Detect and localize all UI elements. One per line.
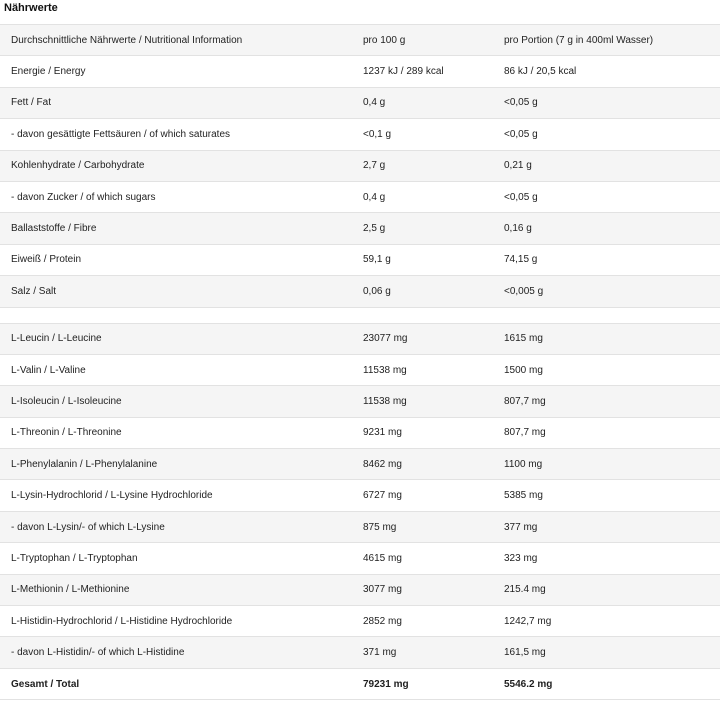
table-row <box>0 182 720 213</box>
value-per-portion: 1500 mg <box>504 364 543 376</box>
value-per-100g: 0,06 g <box>363 285 391 297</box>
nutrient-name: - davon gesättigte Fettsäuren / of which saturates <box>11 128 231 140</box>
header-nutrient: Durchschnittliche Nährwerte / Nutritional Information <box>11 34 243 46</box>
table-row <box>0 245 720 276</box>
value-per-portion: 1615 mg <box>504 333 543 345</box>
value-per-portion: 1100 mg <box>504 458 543 470</box>
value-per-portion: <0,05 g <box>504 191 538 203</box>
value-per-100g: 2,5 g <box>363 223 386 235</box>
table-row <box>0 151 720 182</box>
table-row <box>0 575 720 606</box>
page-title: Nährwerte <box>4 2 58 14</box>
amino-name: L-Isoleucin / L-Isoleucine <box>11 395 122 407</box>
nutrient-name: - davon Zucker / of which sugars <box>11 191 156 203</box>
table-row <box>0 386 720 417</box>
amino-name: L-Methionin / L-Methionine <box>11 584 130 596</box>
amino-name: L-Valin / L-Valine <box>11 364 86 376</box>
total-per-portion: 5546.2 mg <box>504 678 553 690</box>
nutrient-name: Fett / Fat <box>11 97 52 109</box>
value-per-portion: 161,5 mg <box>504 647 546 659</box>
value-per-100g: 9231 mg <box>363 427 402 439</box>
value-per-portion: 74,15 g <box>504 254 538 266</box>
table-row <box>0 637 720 668</box>
value-per-100g: 11538 mg <box>363 364 407 376</box>
table-row <box>0 606 720 637</box>
value-per-100g: 0,4 g <box>363 97 386 109</box>
value-per-100g: 2,7 g <box>363 160 386 172</box>
table-row <box>0 324 720 355</box>
table-row <box>0 119 720 150</box>
value-per-100g: 23077 mg <box>363 333 408 345</box>
value-per-100g: 59,1 g <box>363 254 391 266</box>
value-per-portion: 0,21 g <box>504 160 532 172</box>
value-per-100g: 3077 mg <box>363 584 402 596</box>
value-per-portion: 5385 mg <box>504 490 543 502</box>
table-row <box>0 512 720 543</box>
header-per-100g: pro 100 g <box>363 34 406 46</box>
value-per-100g: 2852 mg <box>363 615 402 627</box>
value-per-portion: <0,05 g <box>504 97 538 109</box>
value-per-100g: 6727 mg <box>363 490 402 502</box>
value-per-portion: 0,16 g <box>504 223 532 235</box>
amino-name: L-Histidin-Hydrochlorid / L-Histidine Hydrochloride <box>11 615 233 627</box>
value-per-portion: 807,7 mg <box>504 427 546 439</box>
table-row <box>0 480 720 511</box>
table-row <box>0 355 720 386</box>
table-row <box>0 88 720 119</box>
nutrient-name: Energie / Energy <box>11 66 86 78</box>
value-per-100g: 875 mg <box>363 521 397 533</box>
total-per-100g: 79231 mg <box>363 678 409 690</box>
nutrient-name: Salz / Salt <box>11 285 57 297</box>
value-per-portion: 1242,7 mg <box>504 615 552 627</box>
value-per-portion: 215.4 mg <box>504 584 546 596</box>
table-header-row <box>0 25 720 56</box>
amino-name: L-Phenylalanin / L-Phenylalanine <box>11 458 158 470</box>
total-label: Gesamt / Total <box>11 678 80 690</box>
amino-name: - davon L-Histidin/- of which L-Histidine <box>11 647 185 659</box>
nutrient-name: Ballaststoffe / Fibre <box>11 223 97 235</box>
value-per-100g: 1237 kJ / 289 kcal <box>363 66 444 78</box>
amino-name: L-Lysin-Hydrochlorid / L-Lysine Hydrochloride <box>11 490 213 502</box>
value-per-100g: 8462 mg <box>363 458 402 470</box>
nutrient-name: Eiweiß / Protein <box>11 254 82 266</box>
value-per-100g: <0,1 g <box>363 128 392 140</box>
value-per-portion: 86 kJ / 20,5 kcal <box>504 66 577 78</box>
table-row <box>0 213 720 244</box>
amino-name: L-Threonin / L-Threonine <box>11 427 122 439</box>
table-row <box>0 449 720 480</box>
table-row <box>0 56 720 87</box>
nutrient-name: Kohlenhydrate / Carbohydrate <box>11 160 145 172</box>
value-per-100g: 11538 mg <box>363 395 407 407</box>
amino-name: L-Tryptophan / L-Tryptophan <box>11 552 138 564</box>
header-per-portion: pro Portion (7 g in 400ml Wasser) <box>504 34 654 46</box>
nutrition-table <box>0 24 720 700</box>
amino-name: - davon L-Lysin/- of which L-Lysine <box>11 521 165 533</box>
value-per-portion: <0,05 g <box>504 128 538 140</box>
value-per-portion: <0,005 g <box>504 285 544 297</box>
value-per-100g: 0,4 g <box>363 191 386 203</box>
amino-name: L-Leucin / L-Leucine <box>11 333 102 345</box>
table-row <box>0 543 720 574</box>
table-spacer-row <box>0 308 720 324</box>
value-per-100g: 371 mg <box>363 647 397 659</box>
value-per-portion: 807,7 mg <box>504 395 546 407</box>
table-row <box>0 276 720 307</box>
table-total-row <box>0 669 720 700</box>
value-per-portion: 377 mg <box>504 521 538 533</box>
value-per-portion: 323 mg <box>504 552 538 564</box>
table-row <box>0 418 720 449</box>
value-per-100g: 4615 mg <box>363 552 402 564</box>
